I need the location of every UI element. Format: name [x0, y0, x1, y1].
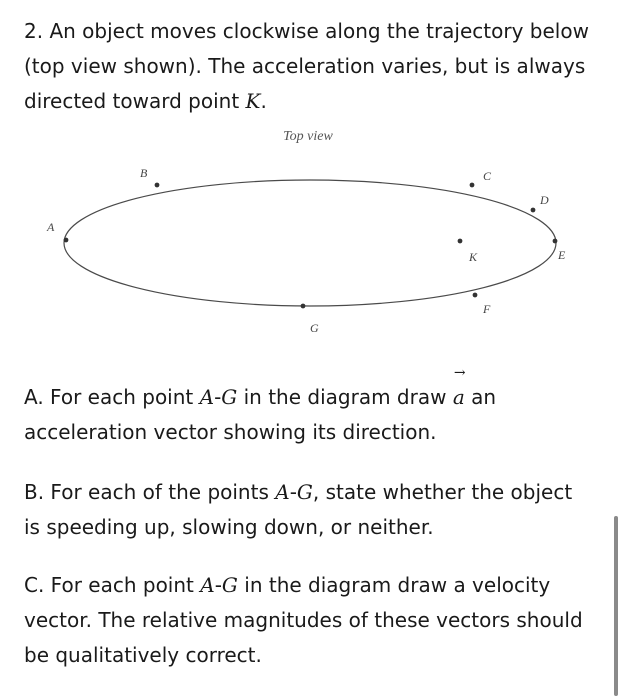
point-g-label: G: [310, 321, 319, 335]
part-c-var-start: A: [200, 573, 215, 597]
point-g-dot: [301, 304, 306, 309]
part-c-line-2: vector. The relative magnitudes of these vectors should: [24, 608, 583, 632]
part-b-var-start: A: [275, 480, 290, 504]
elliptical-trajectory: [64, 180, 556, 306]
part-b-var-end: G: [296, 480, 313, 504]
point-k-dot: [458, 239, 463, 244]
point-d-label: D: [540, 193, 549, 207]
point-f-dot: [473, 293, 478, 298]
trajectory-diagram: [30, 120, 590, 350]
part-c-dash: -: [214, 573, 222, 597]
point-a-dot: [64, 238, 69, 243]
problem-statement: [24, 14, 604, 119]
part-a-var-end: G: [221, 385, 238, 409]
part-a-var-start: A: [199, 385, 215, 409]
part-b-question: [24, 475, 604, 545]
part-c-prefix: C. For each point: [24, 573, 201, 597]
problem-line-1: 2. An object moves clockwise along the trajectory below: [24, 19, 589, 43]
point-b-dot: [155, 183, 160, 188]
point-k-reference: K: [245, 89, 261, 113]
part-c-suffix: in the diagram draw a velocity: [237, 573, 551, 597]
part-a-question: [24, 365, 604, 450]
part-c-line-3: be qualitatively correct.: [24, 643, 262, 667]
part-a-dash: -: [214, 385, 222, 409]
point-a-label: A: [47, 220, 55, 234]
part-b-dash: -: [289, 480, 297, 504]
part-a-suffix: an: [464, 385, 497, 409]
vector-arrow-icon: →: [453, 365, 466, 381]
point-c-dot: [470, 183, 475, 188]
problem-line-2: (top view shown). The acceleration varies, but is always: [24, 54, 586, 78]
part-c-var-end: G: [221, 573, 238, 597]
part-b-prefix: B. For each of the points: [24, 480, 276, 504]
problem-line-3-end: .: [260, 89, 267, 113]
point-e-dot: [553, 239, 558, 244]
part-a-line-2: acceleration vector showing its direction.: [24, 420, 437, 444]
part-b-suffix: , state whether the object: [312, 480, 573, 504]
point-d-dot: [531, 208, 536, 213]
point-k-label: K: [469, 250, 478, 264]
vector-symbol-letter: a: [452, 385, 465, 409]
part-a-middle: in the diagram draw: [237, 385, 453, 409]
part-b-line-2: is speeding up, slowing down, or neither.: [24, 515, 434, 539]
point-e-label: E: [558, 248, 566, 262]
point-f-label: F: [483, 302, 491, 316]
diagram-title: Top view: [283, 129, 333, 144]
acceleration-vector-symbol: [452, 365, 466, 415]
point-b-label: B: [140, 166, 148, 180]
scrollbar-thumb[interactable]: [614, 516, 618, 696]
problem-line-3-start: directed toward point: [24, 89, 246, 113]
point-c-label: C: [483, 169, 492, 183]
part-c-question: [24, 568, 604, 673]
part-a-prefix: A. For each point: [24, 385, 200, 409]
